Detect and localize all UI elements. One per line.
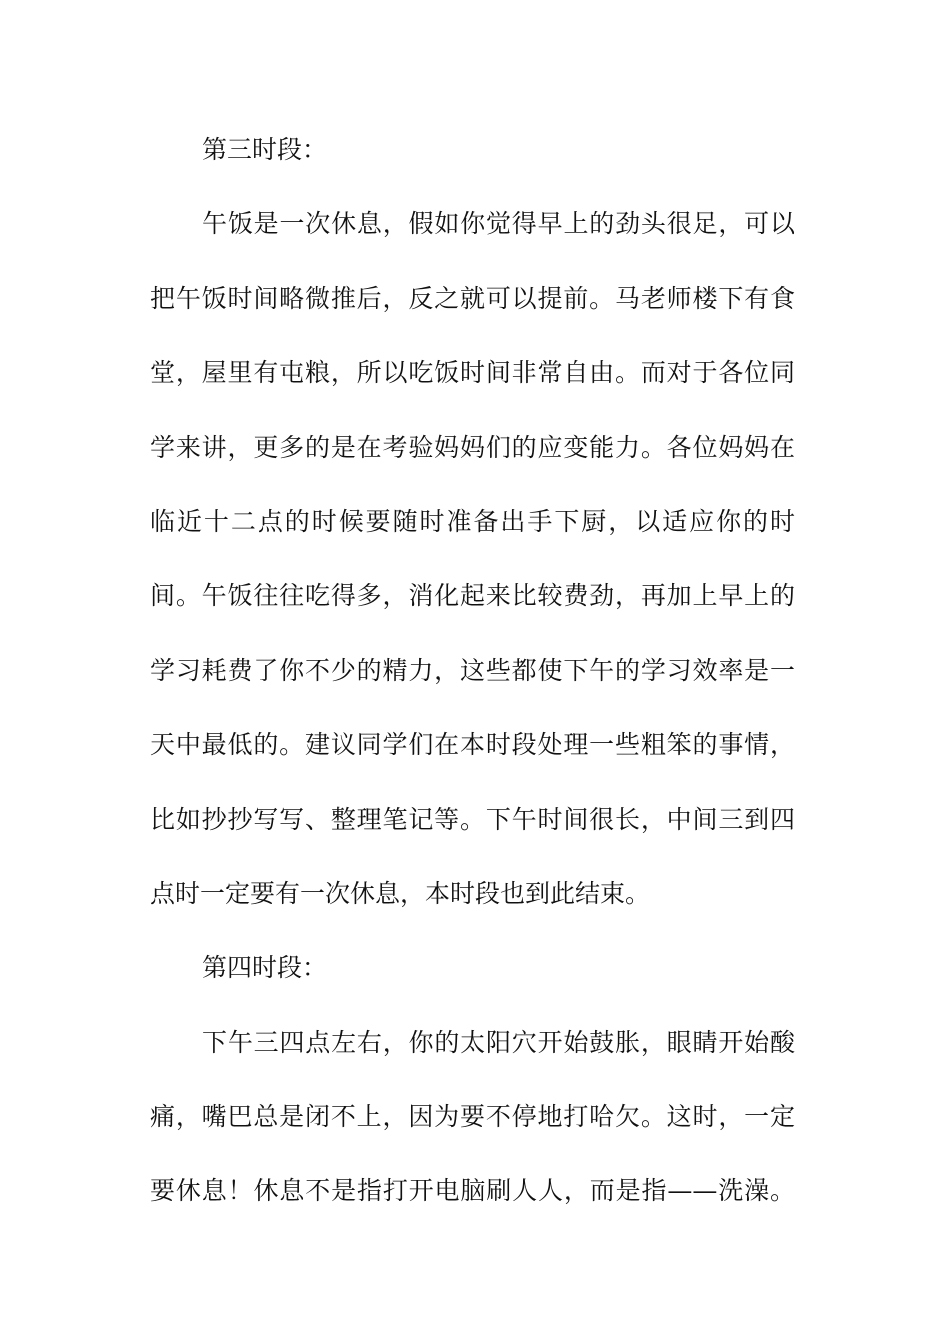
section-heading-3: 第三时段： <box>202 135 328 164</box>
paragraph-line: 比如抄抄写写、整理笔记等。下午时间很长，中间三到四 <box>150 804 795 834</box>
paragraph-line: 下午三四点左右，你的太阳穴开始鼓胀，眼睛开始酸 <box>202 1027 795 1057</box>
paragraph-line: 学来讲，更多的是在考验妈妈们的应变能力。各位妈妈在 <box>150 432 795 462</box>
paragraph-line: 天中最低的。建议同学们在本时段处理一些粗笨的事情， <box>150 730 795 760</box>
paragraph-line: 堂，屋里有屯粮，所以吃饭时间非常自由。而对于各位同 <box>150 358 795 388</box>
document-body <box>150 125 795 1241</box>
paragraph-line: 午饭是一次休息，假如你觉得早上的劲头很足，可以 <box>202 209 795 239</box>
paragraph-line: 点时一定要有一次休息，本时段也到此结束。 <box>150 878 651 908</box>
paragraph-line: 痛，嘴巴总是闭不上，因为要不停地打哈欠。这时，一定 <box>150 1102 795 1132</box>
paragraph-line: 临近十二点的时候要随时准备出手下厨，以适应你的时 <box>150 506 795 536</box>
paragraph-line: 把午饭时间略微推后，反之就可以提前。马老师楼下有食 <box>150 283 795 313</box>
section-heading-4: 第四时段： <box>202 953 328 983</box>
paragraph-line: 学习耗费了你不少的精力，这些都使下午的学习效率是一 <box>150 655 795 685</box>
paragraph-line: 要休息！休息不是指打开电脑刷人人，而是指——洗澡。 <box>150 1176 795 1206</box>
paragraph-line: 间。午饭往往吃得多，消化起来比较费劲，再加上早上的 <box>150 581 795 611</box>
